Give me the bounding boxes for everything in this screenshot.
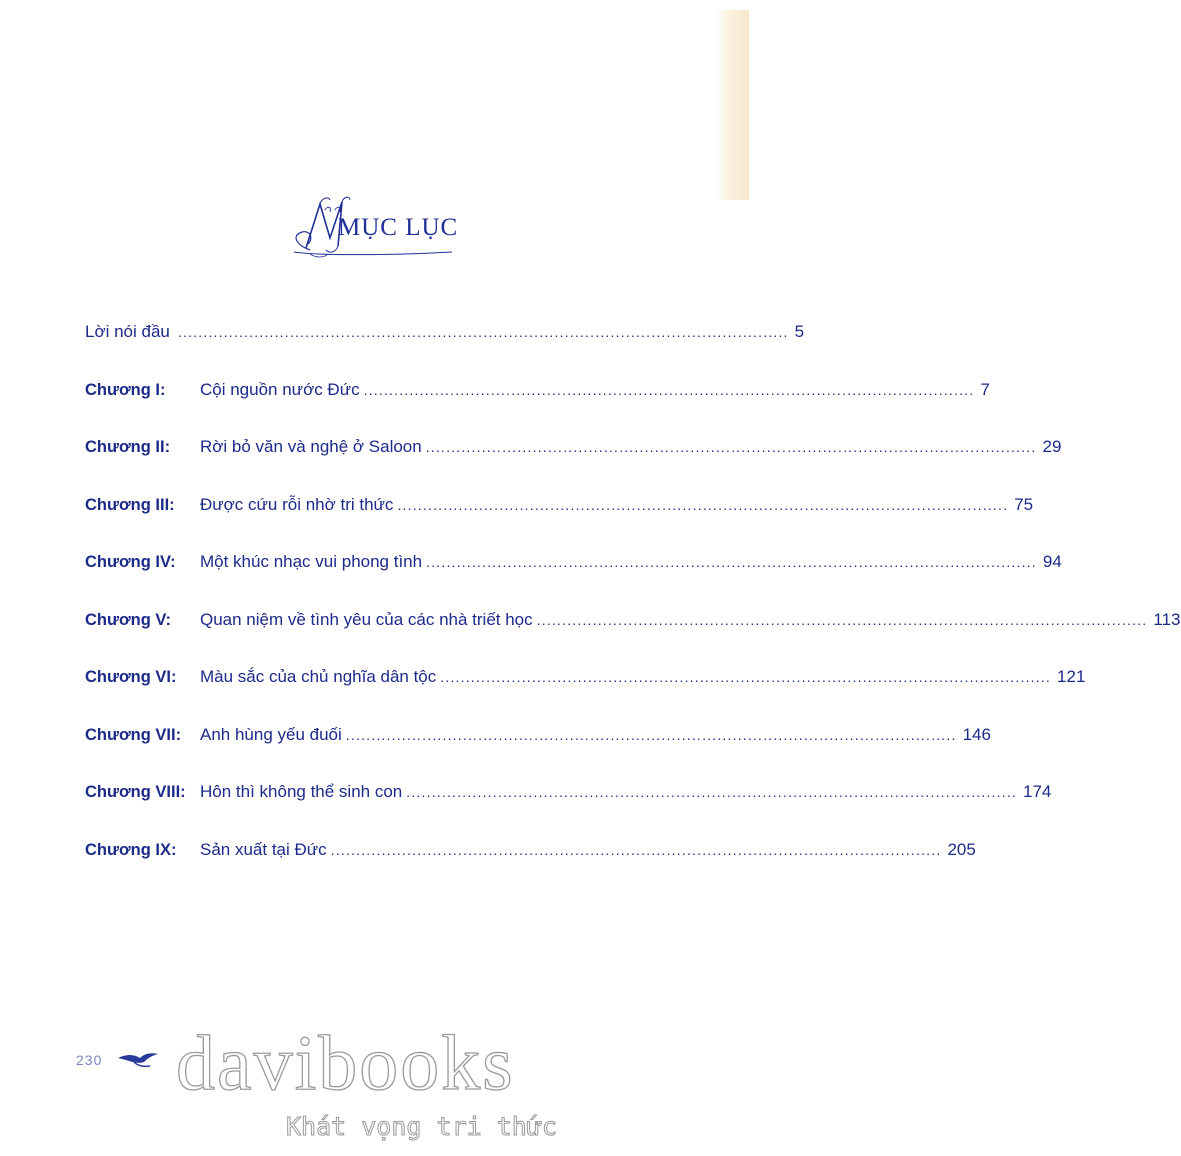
toc-entry-title: Cội nguồn nước Đức	[200, 379, 360, 399]
dot-leader: ........................................................................................................................	[345, 726, 957, 743]
toc-entry[interactable]	[85, 839, 976, 898]
toc-entry-page: 121	[1057, 667, 1086, 686]
toc-entry-title: Sản xuất tại Đức	[200, 839, 327, 859]
dot-leader: ........................................................................................................................	[440, 669, 1052, 685]
toc-entry[interactable]	[85, 494, 1034, 553]
page-edge-shadow	[716, 10, 749, 200]
toc-entry-label: Chương II:	[85, 438, 171, 456]
toc-entry-page: 7	[980, 379, 990, 399]
toc-entry-title: Rời bỏ văn và nghệ ở Saloon	[200, 437, 422, 456]
toc-entry-title: Hôn thì không thể sinh con	[200, 782, 403, 801]
toc-entry[interactable]	[85, 322, 805, 380]
dot-leader: ........................................................................................................................	[536, 611, 1148, 628]
toc-entry-page: 113	[1153, 609, 1181, 629]
bird-ornament-icon	[116, 1048, 160, 1070]
toc-entry-label: Chương VIII:	[85, 783, 186, 801]
toc-entry[interactable]	[85, 379, 990, 438]
dot-leader: ........................................................................................................................	[397, 496, 1009, 513]
toc-entry-page: 174	[1023, 782, 1052, 801]
toc-entry-title: Được cứu rỗi nhờ tri thức	[200, 494, 394, 514]
watermark-tagline: Khát vọng tri thức	[286, 1112, 557, 1141]
dot-leader: ........................................................................................................................	[426, 554, 1037, 570]
dot-leader: ........................................................................................................................	[425, 439, 1037, 455]
toc-entry-page: 94	[1042, 552, 1062, 571]
toc-entry[interactable]	[85, 782, 1052, 840]
toc-entry-label: Chương IV:	[85, 553, 176, 571]
dot-leader: ........................................................................................................................	[177, 324, 789, 340]
toc-entry[interactable]	[85, 552, 1062, 610]
toc-entry-label: Chương V:	[85, 610, 172, 629]
toc-entry[interactable]	[85, 609, 1181, 668]
dot-leader: ........................................................................................................................	[406, 784, 1018, 800]
toc-entry-title: Màu sắc của chủ nghĩa dân tộc	[200, 667, 437, 686]
page-title: MỤC LỤC	[338, 214, 459, 241]
toc-entry-label: Chương III:	[85, 495, 175, 514]
watermark-brand: davibooks	[176, 1019, 515, 1106]
table-of-contents	[85, 322, 1181, 897]
toc-entry-page: 146	[962, 724, 991, 744]
toc-heading	[280, 188, 470, 268]
toc-entry-label: Chương I:	[85, 380, 166, 399]
toc-entry-page: 75	[1014, 494, 1034, 514]
toc-entry-label: Chương IX:	[85, 840, 177, 859]
toc-entry[interactable]	[85, 667, 1086, 725]
toc-entry-label: Chương VII:	[85, 725, 182, 744]
dot-leader: ........................................................................................................................	[330, 841, 942, 858]
toc-entry[interactable]	[85, 724, 991, 783]
toc-entry-page: 5	[794, 322, 805, 341]
toc-entry-label: Lời nói đầu	[85, 322, 170, 341]
toc-entry-page: 29	[1042, 437, 1062, 456]
page-number: 230	[76, 1052, 103, 1068]
dot-leader: ........................................................................................................................	[363, 381, 975, 398]
toc-entry-page: 205	[947, 839, 976, 859]
toc-entry-title: Anh hùng yếu đuối	[200, 724, 342, 744]
toc-entry[interactable]	[85, 437, 1062, 495]
toc-entry-title: Quan niệm về tình yêu của các nhà triết học	[200, 609, 533, 629]
toc-entry-label: Chương VI:	[85, 668, 177, 686]
toc-entry-title: Một khúc nhạc vui phong tình	[200, 552, 423, 571]
page-footer	[76, 1019, 636, 1150]
